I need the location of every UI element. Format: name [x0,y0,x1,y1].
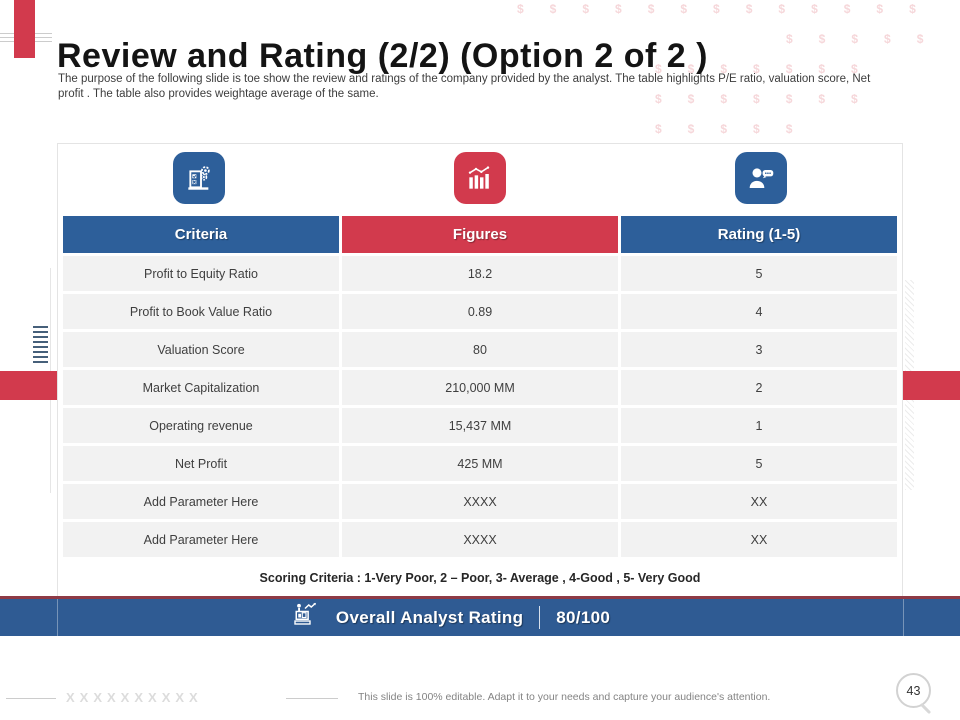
table-cell: 80 [342,332,618,367]
footer-placeholder: XXXXXXXXXX [66,690,203,705]
table-cell: Profit to Equity Ratio [63,256,339,291]
table-header-cell: Criteria [63,216,339,253]
checklist-gear-icon [173,152,225,204]
dollar-row: $$$$$$$$$$$$$ [517,2,942,16]
table-cell: 15,437 MM [342,408,618,443]
rating-table [63,216,897,557]
table-cell: 18.2 [342,256,618,291]
column-icons-row [58,152,902,204]
card-edge-line [903,599,904,636]
table-cell: Add Parameter Here [63,522,339,557]
dollar-row: $$$$$$$ [655,62,884,76]
left-lines-decor [33,326,48,363]
rating-card [57,143,903,635]
table-cell: 3 [621,332,897,367]
page-subtitle: The purpose of the following slide is toe show the review and ratings of the company provided by the analyst. The table highlights P/E ratio, valuation score, Net profit . The table also provides weightage average of the same. [58,72,871,100]
table-cell: Valuation Score [63,332,339,367]
person-feedback-icon [735,152,787,204]
overall-rating-score: 80/100 [556,607,611,627]
dollar-row: $$$$$ [786,32,950,46]
table-cell: XXXX [342,522,618,557]
left-ribbon [0,371,57,400]
table-cell: XXXX [342,484,618,519]
table-cell: Market Capitalization [63,370,339,405]
right-ribbon [903,371,960,400]
table-header-cell: Rating (1-5) [621,216,897,253]
overall-rating-label: Overall Analyst Rating [335,607,524,627]
table-header-cell: Figures [342,216,618,253]
footer-decor-line [286,698,338,699]
card-edge-line [57,599,58,636]
dollar-row: $$$$$ [655,122,819,136]
table-cell: 1 [621,408,897,443]
table-cell: 2 [621,370,897,405]
page-title: Review and Rating (2/2) (Option 2 of 2 ) [57,36,708,75]
dollar-row: $$$$$$$ [655,92,884,106]
magnifier-icon [896,673,931,708]
table-cell: 5 [621,446,897,481]
table-cell: 210,000 MM [342,370,618,405]
footer-decor-line [6,698,56,699]
table-cell: Profit to Book Value Ratio [63,294,339,329]
table-cell: Net Profit [63,446,339,481]
scoring-note: Scoring Criteria : 1-Very Poor, 2 – Poor, 3- Average , 4-Good , 5- Very Good [259,571,701,585]
table-cell: Add Parameter Here [63,484,339,519]
magnifier-handle [920,703,931,714]
bar-chart-icon [454,152,506,204]
title-accent-bar [14,0,35,58]
band-divider [539,606,540,629]
table-cell: 4 [621,294,897,329]
table-cell: Operating revenue [63,408,339,443]
table-cell: 425 MM [342,446,618,481]
page-number: 43 [906,683,921,698]
overall-rating-band [0,596,960,636]
table-cell: 5 [621,256,897,291]
table-cell: 0.89 [342,294,618,329]
analyst-icon [290,600,320,635]
table-cell: XX [621,484,897,519]
table-cell: XX [621,522,897,557]
footer-note: This slide is 100% editable. Adapt it to your needs and capture your audience's attention. [358,691,771,703]
